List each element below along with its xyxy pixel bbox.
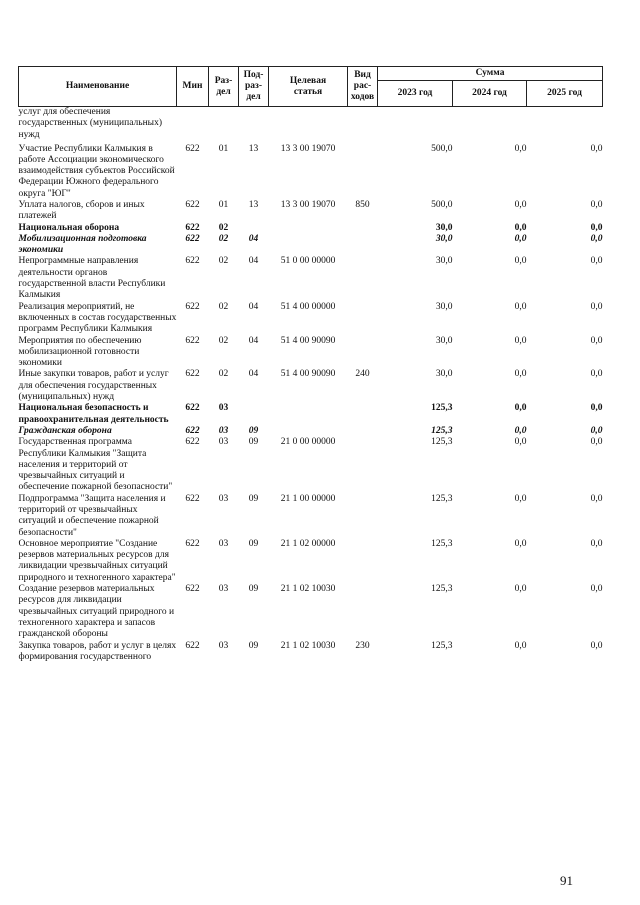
cell-razdel: 03 [218,425,229,436]
cell-min: 622 [185,256,200,267]
cell-vid: 240 [355,369,370,380]
cell-name: Гражданская оборона [18,425,112,436]
table-row [19,403,603,426]
cell-name: Закупка товаров, работ и услуг в целях формирования государственного [18,640,177,662]
cell-2025: 0,0 [590,493,603,504]
cell-podrazdel: 13 [248,199,259,210]
table-row [19,539,603,584]
cell-2024: 0,0 [514,640,527,651]
table-row [19,256,603,301]
cell-name: Национальная оборона [18,222,120,233]
cell-razdel [209,107,239,144]
cell-vid: 230 [355,640,370,651]
cell-2024 [453,107,527,144]
cell-name: услуг для обеспечения государственных (муниципальных) нужд [18,107,162,140]
cell-razdel: 02 [218,369,229,380]
table-row [19,641,603,664]
col-header-sum: Сумма [378,67,603,81]
cell-razdel: 03 [218,437,229,448]
cell-2025: 0,0 [590,199,603,210]
cell-2025: 0,0 [590,256,603,267]
cell-vid [348,539,378,584]
table-row [19,437,603,493]
table-row [19,336,603,370]
cell-2025: 0,0 [590,538,603,549]
cell-2024: 0,0 [514,584,527,595]
cell-2024: 0,0 [514,369,527,380]
cell-podrazdel: 04 [248,256,259,267]
cell-2024: 0,0 [514,437,527,448]
cell-podrazdel: 09 [248,493,259,504]
table-row [19,234,603,257]
cell-min: 622 [185,425,200,436]
cell-podrazdel: 04 [248,369,259,380]
cell-target: 21 1 02 10030 [280,584,336,595]
cell-2024: 0,0 [514,233,527,244]
cell-vid [348,437,378,493]
cell-min: 622 [185,233,200,244]
cell-2024: 0,0 [514,199,527,210]
cell-2025: 0,0 [590,437,603,448]
cell-razdel: 02 [218,335,229,346]
cell-2023: 125,3 [431,403,453,414]
cell-2024: 0,0 [514,335,527,346]
cell-2025: 0,0 [590,143,603,154]
cell-2023: 125,3 [431,425,453,436]
cell-2024: 0,0 [514,425,527,436]
col-header-min: Мин [177,67,209,107]
cell-target: 13 3 00 19070 [280,143,336,154]
cell-2023: 125,3 [431,584,453,595]
table-row [19,369,603,403]
cell-target [269,223,348,234]
table-row [19,200,603,223]
cell-2023: 30,0 [435,256,453,267]
cell-min: 622 [185,301,200,312]
cell-2024: 0,0 [514,222,527,233]
budget-sheet [18,66,602,663]
page-number: 91 [560,873,573,888]
cell-vid [348,256,378,301]
cell-podrazdel [239,107,269,144]
cell-2024: 0,0 [514,256,527,267]
col-header-2025: 2025 год [527,81,603,107]
cell-2024: 0,0 [514,538,527,549]
table-row [19,584,603,640]
table-row [19,223,603,234]
cell-2025: 0,0 [590,640,603,651]
cell-vid [348,302,378,336]
cell-vid [348,107,378,144]
cell-vid [348,144,378,200]
col-header-2023: 2023 год [378,81,453,107]
cell-razdel: 03 [218,538,229,549]
cell-podrazdel [239,223,269,234]
cell-2025: 0,0 [590,403,603,414]
cell-razdel: 02 [218,256,229,267]
cell-min: 622 [185,493,200,504]
cell-vid [348,426,378,437]
cell-podrazdel: 09 [248,640,259,651]
cell-2025: 0,0 [590,425,603,436]
cell-2025 [527,107,603,144]
cell-razdel: 03 [218,493,229,504]
cell-min: 622 [185,199,200,210]
cell-vid [348,403,378,426]
cell-min [177,107,209,144]
cell-vid [348,336,378,370]
cell-2023: 30,0 [435,369,453,380]
cell-2025: 0,0 [590,584,603,595]
cell-name: Уплата налогов, сборов и иных платежей [18,199,145,222]
cell-razdel: 03 [218,640,229,651]
cell-min: 622 [185,222,200,233]
cell-target [269,234,348,257]
col-header-target: Целевая статья [269,67,348,107]
cell-name: Национальная безопасность и правоохранительная деятельность [18,403,169,425]
col-header-razdel: Раз- дел [209,67,239,107]
cell-2024: 0,0 [514,403,527,414]
cell-2024: 0,0 [514,493,527,504]
cell-name: Реализация мероприятий, не включенных в состав государственных программ Республики Калмыкия [18,301,177,335]
table-body [19,107,603,664]
cell-name: Государственная программа Республики Калмыкия "Защита населения и территорий от чрезвычайных ситуаций и обеспечение пожарной безопасности" [18,437,173,493]
cell-podrazdel: 09 [248,538,259,549]
cell-target: 13 3 00 19070 [280,199,336,210]
cell-podrazdel: 04 [248,233,259,244]
budget-table [18,66,603,663]
cell-min: 622 [185,335,200,346]
cell-vid [348,234,378,257]
cell-target: 51 4 00 90090 [280,335,336,346]
table-row [19,107,603,144]
cell-2023: 500,0 [431,143,453,154]
col-header-2024: 2024 год [453,81,527,107]
col-header-name: Наименование [19,67,177,107]
table-row [19,494,603,539]
table-row [19,302,603,336]
table-row [19,144,603,200]
cell-target: 21 1 00 00000 [280,493,336,504]
cell-target [269,403,348,426]
cell-target: 21 0 00 00000 [280,437,336,448]
cell-min: 622 [185,143,200,154]
cell-2025: 0,0 [590,369,603,380]
cell-razdel: 01 [218,199,229,210]
cell-vid [348,584,378,640]
cell-2023: 125,3 [431,538,453,549]
cell-name: Участие Республики Калмыкия в работе Ассоциации экономического взаимодействия субъектов Российской Федерации Южного федерального округа "ЮГ" [18,143,175,199]
cell-2025: 0,0 [590,222,603,233]
cell-podrazdel [239,403,269,426]
cell-podrazdel: 09 [248,584,259,595]
cell-2023: 30,0 [435,301,453,312]
cell-vid: 850 [355,199,370,210]
cell-vid [348,223,378,234]
cell-2025: 0,0 [590,335,603,346]
cell-podrazdel: 04 [248,335,259,346]
cell-2024: 0,0 [514,143,527,154]
cell-name: Непрограммные направления деятельности органов государственной власти Республики Калмыкия [18,256,166,301]
cell-name: Подпрограмма "Защита населения и территорий от чрезвычайных ситуаций и обеспечение пожарной безопасности" [18,493,166,538]
cell-target: 21 1 02 00000 [280,538,336,549]
cell-podrazdel: 09 [248,425,259,436]
cell-2025: 0,0 [590,301,603,312]
cell-target: 51 4 00 00000 [280,301,336,312]
cell-2023: 30,0 [435,335,453,346]
col-header-vid: Вид рас- ходов [348,67,378,107]
cell-target: 51 0 00 00000 [280,256,336,267]
cell-2025: 0,0 [590,233,603,244]
cell-min: 622 [185,369,200,380]
cell-min: 622 [185,640,200,651]
cell-2023: 30,0 [435,233,453,244]
cell-2024: 0,0 [514,301,527,312]
cell-name: Создание резервов материальных ресурсов для ликвидации чрезвычайных ситуаций природного и техногенного характера и запасов гражданской обороны [18,584,175,640]
cell-target [269,107,348,144]
cell-vid [348,494,378,539]
cell-name: Мероприятия по обеспечению мобилизационной готовности экономики [18,335,142,369]
cell-razdel: 02 [218,233,229,244]
table-header [19,67,603,107]
cell-razdel: 02 [218,222,229,233]
cell-podrazdel: 13 [248,143,259,154]
table-row [19,426,603,437]
cell-razdel: 01 [218,143,229,154]
cell-min: 622 [185,403,200,414]
cell-min: 622 [185,584,200,595]
cell-podrazdel: 04 [248,301,259,312]
cell-razdel: 03 [218,403,229,414]
cell-target: 51 4 00 90090 [280,369,336,380]
cell-2023: 125,3 [431,493,453,504]
cell-name: Основное мероприятие "Создание резервов материальных ресурсов для ликвидации чрезвычайных ситуаций природного и техногенного характера" [18,538,176,583]
cell-min: 622 [185,437,200,448]
cell-2023: 125,3 [431,437,453,448]
cell-min: 622 [185,538,200,549]
cell-razdel: 02 [218,301,229,312]
cell-name: Мобилизационная подготовка экономики [18,233,147,256]
cell-2023 [378,107,453,144]
cell-2023: 125,3 [431,640,453,651]
cell-2023: 500,0 [431,199,453,210]
cell-2023: 30,0 [435,222,453,233]
cell-razdel: 03 [218,584,229,595]
cell-podrazdel: 09 [248,437,259,448]
cell-name: Иные закупки товаров, работ и услуг для обеспечения государственных (муниципальных) нужд [18,369,169,403]
col-header-podrazdel: Под- раз- дел [239,67,269,107]
cell-target [269,426,348,437]
cell-target: 21 1 02 10030 [280,640,336,651]
